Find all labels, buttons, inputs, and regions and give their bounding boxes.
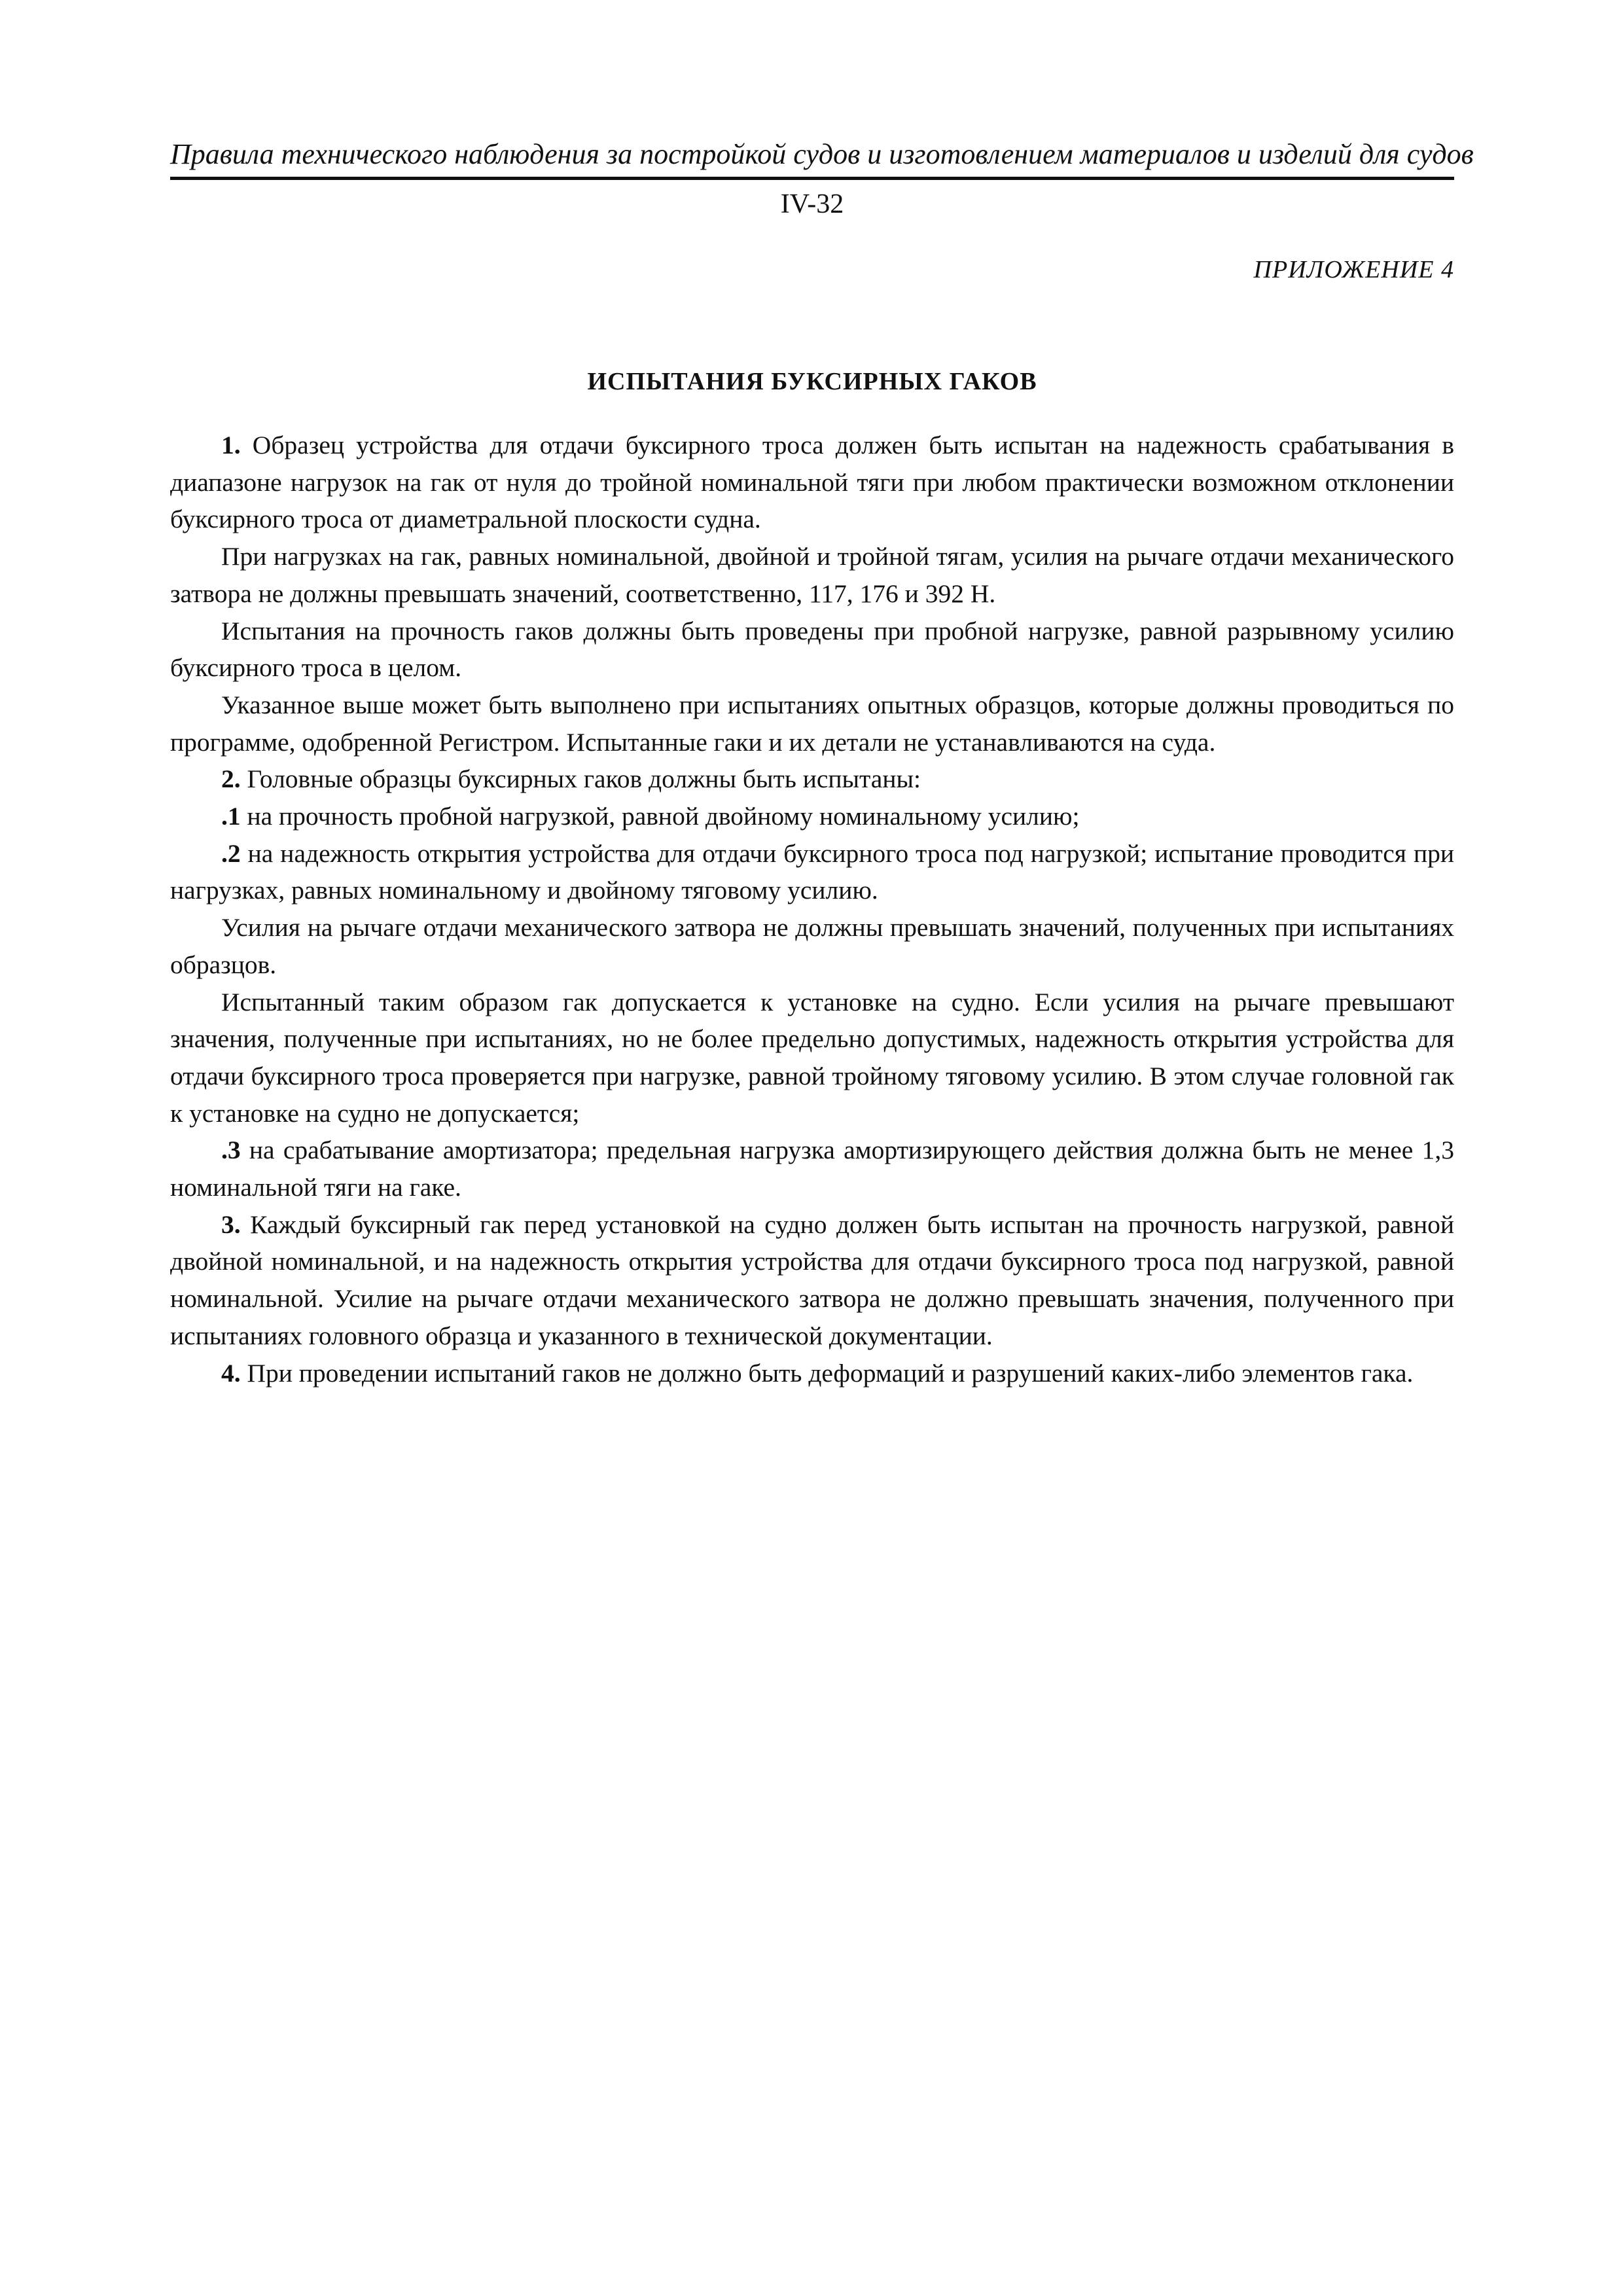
paragraph-text: Испытанный таким образом гак допускается к установке на судно. Если усилия на рычаге превышают значения, полученные при испытаниях, но не более предельно допустимых, надежность открытия устройства для отдачи буксирного троса проверяется при нагрузке, равной тройному тяговому усилию. В этом случае головной гак к установке на судно не допускается; [170, 987, 1454, 1128]
paragraph [170, 427, 1454, 538]
paragraph [170, 687, 1454, 761]
paragraph-number: 1. [221, 431, 241, 459]
paragraph-text: Усилия на рычаге отдачи механического затвора не должны превышать значений, полученных при испытаниях образцов. [170, 913, 1454, 979]
paragraph-text: на прочность пробной нагрузкой, равной двойному номинальному усилию; [240, 802, 1080, 831]
paragraph-number: .2 [221, 838, 241, 868]
paragraph [170, 1206, 1454, 1355]
paragraph-text: При нагрузках на гак, равных номинальной, двойной и тройной тягам, усилия на рычаге отдачи механического затвора не должны превышать значений, соответственно, 117, 176 и 392 Н. [170, 542, 1454, 608]
paragraph-number: .3 [221, 1136, 241, 1165]
paragraph [170, 1132, 1454, 1206]
paragraph-number: 3. [221, 1210, 241, 1239]
paragraph-text: Образец устройства для отдачи буксирного троса должен быть испытан на надежность срабатывания в диапазоне нагрузок на гак от нуля до тройной номинальной тяги при любом практически возможном отклонении буксирного троса от диаметральной плоскости судна. [170, 431, 1454, 534]
paragraph-text: Каждый буксирный гак перед установкой на судно должен быть испытан на прочность нагрузкой, равной двойной номинальной, и на надежность открытия устройства для отдачи буксирного троса под нагрузкой, равной номинальной. Усилие на рычаге отдачи механического затвора не должно превышать значения, полученного при испытаниях головного образца и указанного в технической документации. [170, 1210, 1454, 1350]
paragraph [170, 761, 1454, 798]
paragraph [170, 613, 1454, 687]
paragraph [170, 798, 1454, 835]
paragraph [170, 1355, 1454, 1392]
paragraph-number: 2. [221, 764, 241, 794]
header-rule [170, 177, 1454, 180]
paragraph-text: Указанное выше может быть выполнено при испытаниях опытных образцов, которые должны проводиться по программе, одобренной Регистром. Испытанные гаки и их детали не устанавливаются на суда. [170, 690, 1454, 757]
paragraph-text: При проведении испытаний гаков не должно быть деформаций и разрушений каких-либо элементов гака. [240, 1358, 1414, 1388]
paragraph-text: на надежность открытия устройства для отдачи буксирного троса под нагрузкой; испытание проводится при нагрузках, равных номинальному и двойному тяговому усилию. [170, 838, 1454, 905]
paragraph [170, 835, 1454, 909]
document-page [170, 0, 1474, 2296]
paragraph [170, 984, 1454, 1132]
document-body [170, 427, 1454, 1391]
paragraph [170, 538, 1454, 612]
paragraph-text: на срабатывание амортизатора; предельная нагрузка амортизирующего действия должна быть не менее 1,3 номинальной тяги на гаке. [170, 1136, 1454, 1202]
appendix-label: ПРИЛОЖЕНИЕ 4 [1253, 256, 1454, 283]
paragraph [170, 909, 1454, 983]
paragraph-text: Испытания на прочность гаков должны быть проведены при пробной нагрузке, равной разрывному усилию буксирного троса в целом. [170, 616, 1454, 683]
running-header: Правила технического наблюдения за постройкой судов и изготовлением материалов и изделий для судов [170, 138, 1474, 170]
document-title: ИСПЫТАНИЯ БУКСИРНЫХ ГАКОВ [587, 368, 1037, 395]
paragraph-number: .1 [221, 802, 241, 831]
paragraph-text: Головные образцы буксирных гаков должны быть испытаны: [240, 764, 921, 794]
page-number: IV-32 [780, 189, 844, 219]
paragraph-number: 4. [221, 1358, 241, 1388]
